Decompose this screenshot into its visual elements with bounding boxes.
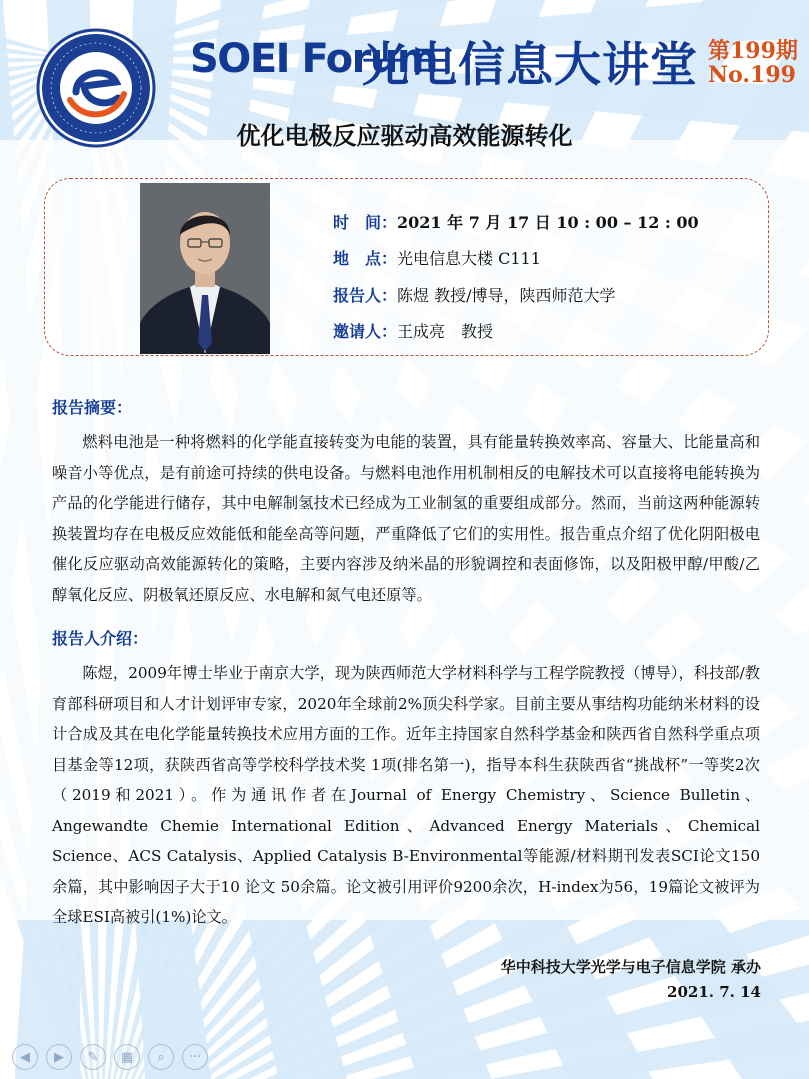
- talk-title: 优化电极反应驱动高效能源转化: [236, 122, 573, 150]
- time-value: 2021 年 7 月 17 日 10 : 00 – 12 : 00: [397, 213, 699, 232]
- info-host: [333, 319, 493, 342]
- forum-title-cn: 光电信息大讲堂: [362, 38, 698, 93]
- more-options-icon[interactable]: ···: [182, 1044, 208, 1070]
- next-page-icon[interactable]: ▶: [46, 1044, 72, 1070]
- speaker-label: 报告人：: [333, 286, 398, 305]
- forum-title-en: SOEI Forum: [190, 36, 438, 82]
- bio-heading: 报告人介绍：: [52, 629, 149, 648]
- zoom-icon[interactable]: ⌕: [148, 1044, 174, 1070]
- time-label: 时 间：: [333, 213, 398, 232]
- page-grid-icon[interactable]: ▦: [114, 1044, 140, 1070]
- info-time: [333, 210, 699, 233]
- footer-date: 2021. 7. 14: [667, 983, 761, 1001]
- speaker-value: 陈煜 教授/博导，陕西师范大学: [397, 286, 616, 305]
- bio-text: 陈煜，2009年博士毕业于南京大学，现为陕西师范大学材料科学与工程学院教授（博导），科技部/教育部科研项目和人才计划评审专家，2020年全球前2%顶尖科学家。目前主要从事结构功能纳米材料的设计合成及其在电化学能量转换技术应用方面的工作。近年主持国家自然科学基金和陕西省自然科学重点项目基金等12项，获陕西省高等学校科学技术奖 1项(排名第一)，指导本科生获陕西省“挑战杯”一等奖2次（2019和2021）。作为通讯作者在Journal of Energy Chemistry、Science Bulletin、 Angewandte Chemie International Edition、Advanced Energy Materials、Chemical Science、ACS Catalysis、Applied Catalysis B-Environmental等能源/材料期刊发表SCI论文150余篇，其中影响因子大于10 论文 50余篇。论文被引用评价9200余次，H-index为56，19篇论文被评为全球ESI高被引(1%)论文。: [52, 664, 760, 926]
- place-value: 光电信息大楼 C111: [397, 249, 541, 268]
- host-label: 邀请人：: [333, 322, 398, 341]
- abstract-heading: 报告摘要：: [52, 398, 133, 417]
- host-value: 王成亮 教授: [397, 322, 494, 341]
- info-speaker: [333, 283, 616, 306]
- prev-page-icon[interactable]: ◀: [12, 1044, 38, 1070]
- place-label: 地 点：: [333, 249, 398, 268]
- speaker-photo: [140, 183, 270, 354]
- pen-icon[interactable]: ✎: [80, 1044, 106, 1070]
- issue-number-cn: 第199期: [708, 38, 798, 64]
- info-place: [333, 246, 541, 269]
- organizer: 华中科技大学光学与电子信息学院 承办: [500, 958, 761, 976]
- abstract-text: 燃料电池是一种将燃料的化学能直接转变为电能的装置，具有能量转换效率高、容量大、比能量高和噪音小等优点，是有前途可持续的供电设备。与燃料电池作用机制相反的电解技术可以直接将电能转换为产品的化学能进行储存，其中电解制氢技术已经成为工业制氢的重要组成部分。然而，当前这两种能源转换装置均存在电极反应效能低和能垒高等问题，严重降低了它们的实用性。报告重点介绍了优化阴阳极电催化反应驱动高效能源转化的策略，主要内容涉及纳米晶的形貌调控和表面修饰，以及阳极甲醇/甲酸/乙醇氧化反应、阴极氧还原反应、水电解和氮气电还原等。: [52, 433, 760, 604]
- viewer-toolbar: [12, 1044, 208, 1070]
- issue-number-en: No.199: [708, 62, 796, 88]
